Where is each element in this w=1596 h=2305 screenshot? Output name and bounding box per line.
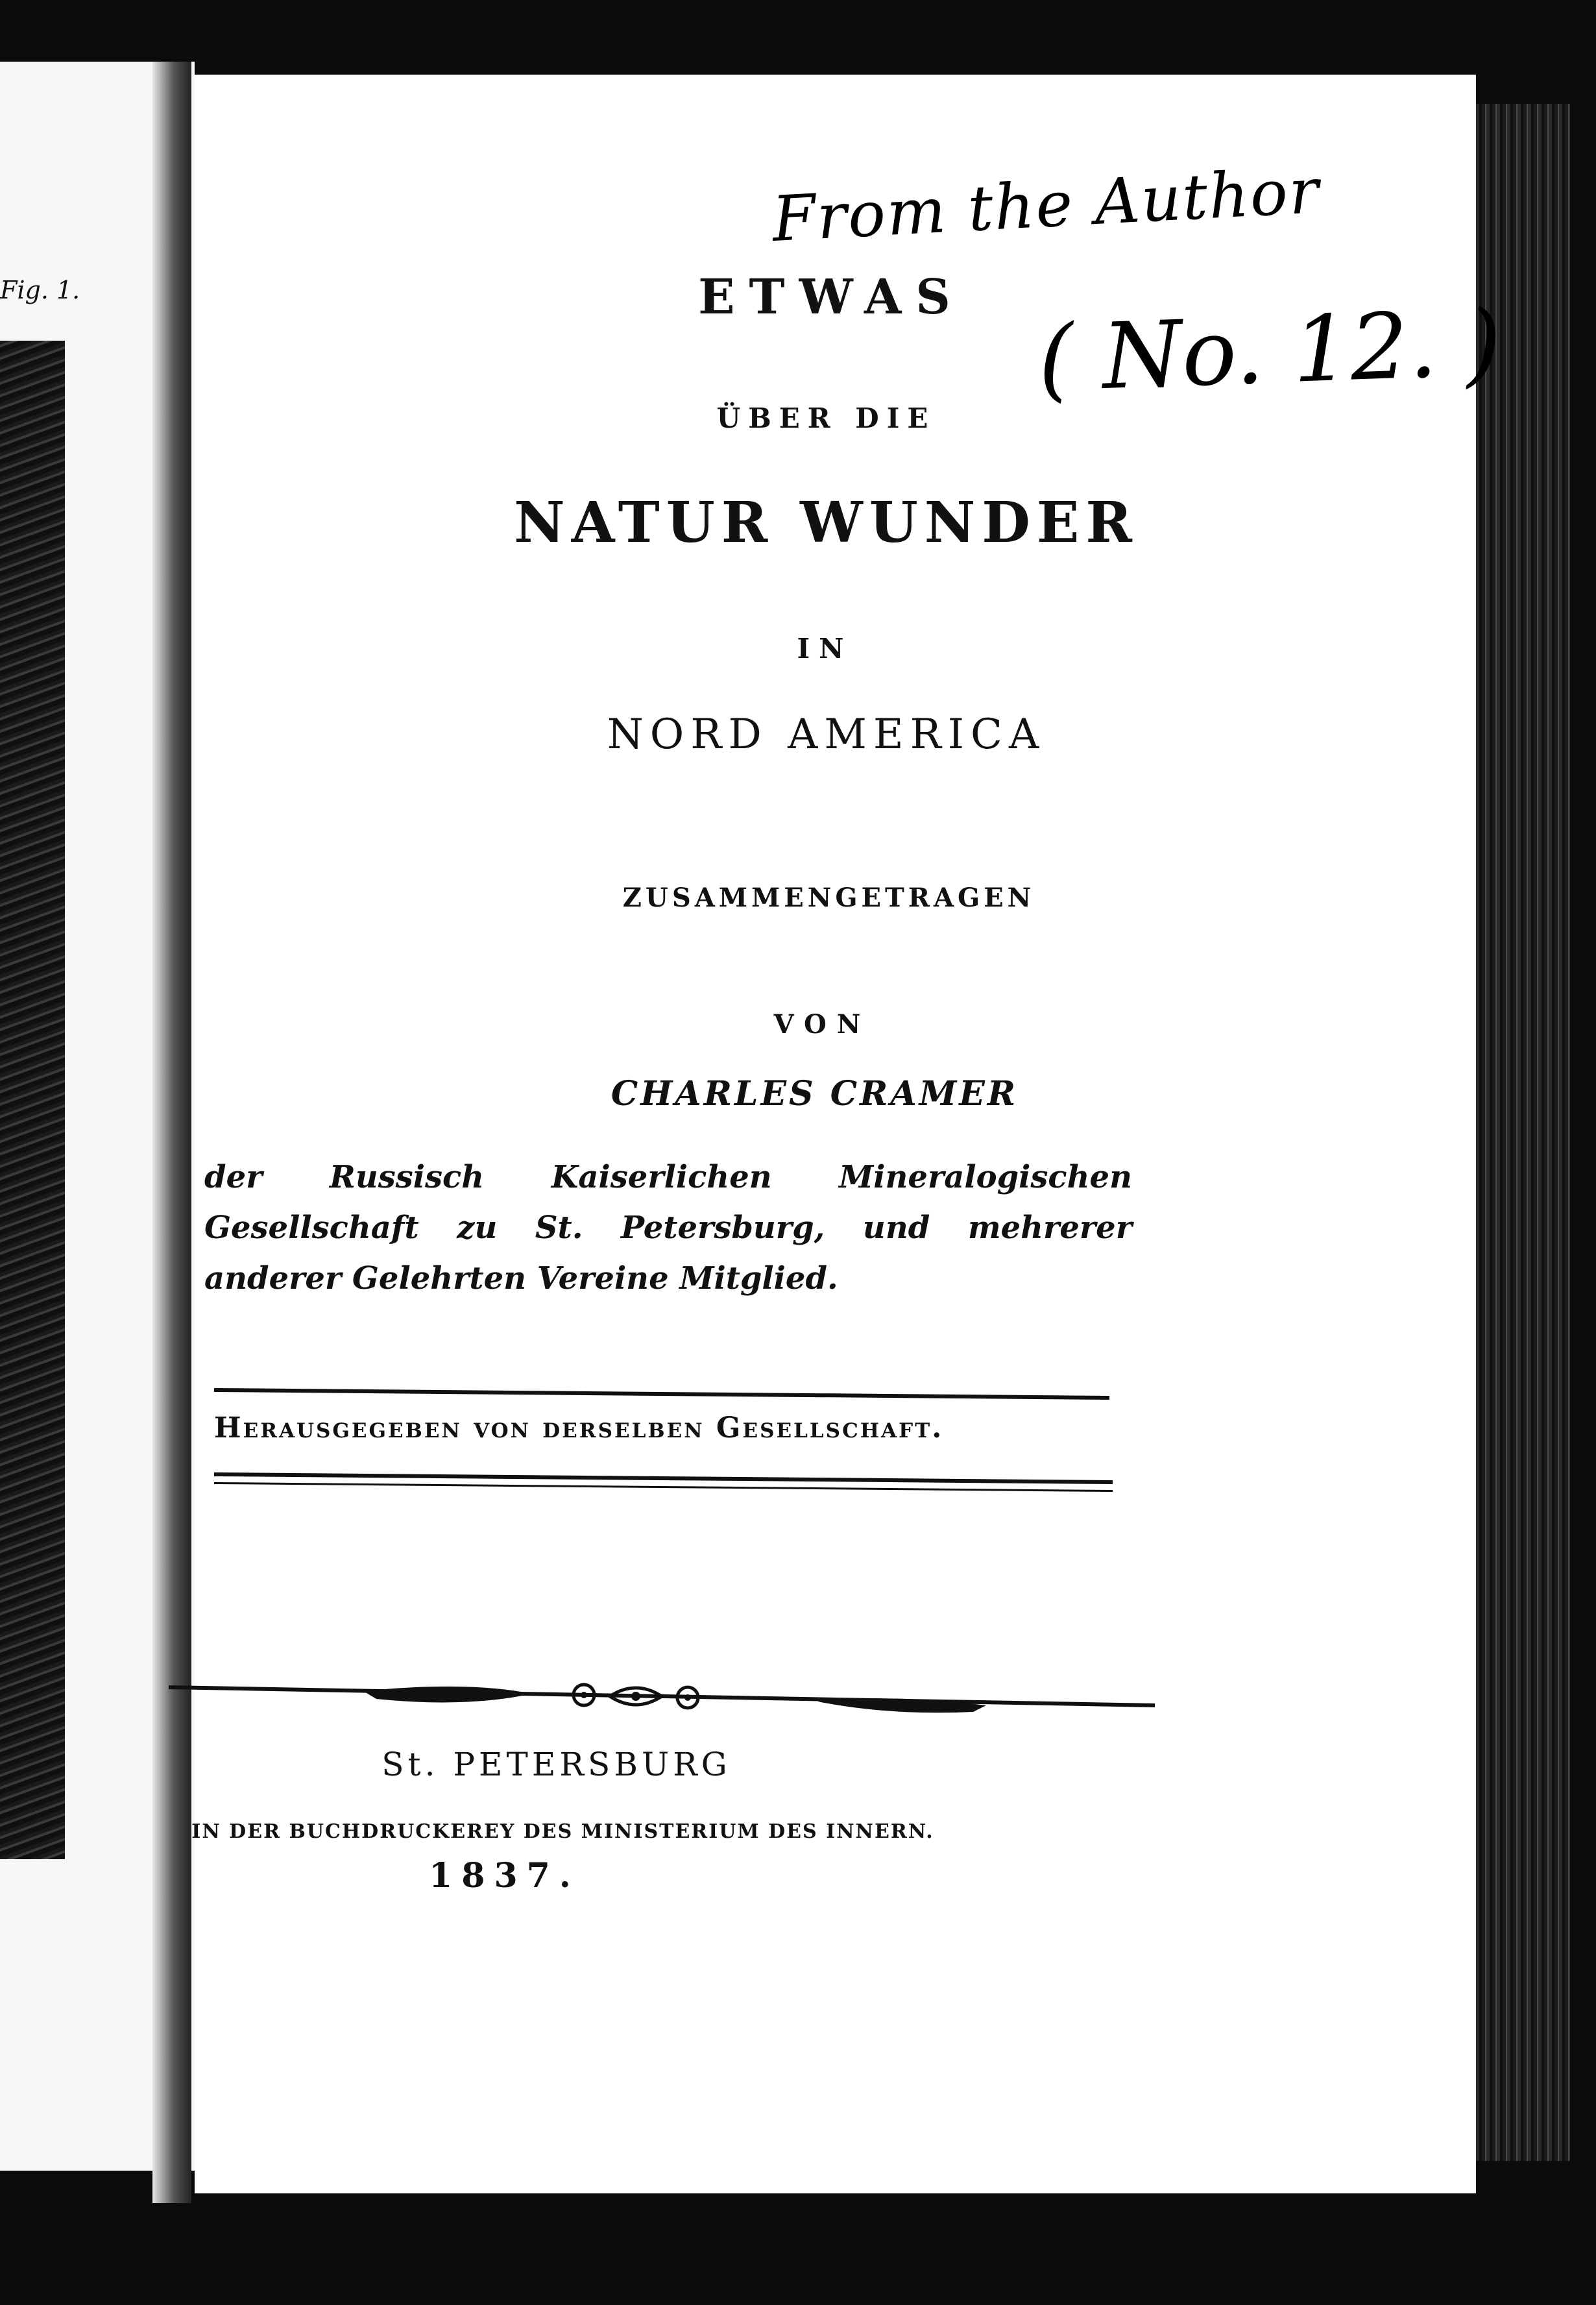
rule-top [214, 1388, 1109, 1400]
rule-bottom-thin [214, 1482, 1113, 1492]
handwritten-inscription: From the Author [770, 154, 1322, 256]
title-line-4: IN [797, 633, 853, 665]
engraved-plate [0, 341, 65, 1859]
title-page [191, 75, 1503, 2193]
ornament-divider [169, 1668, 1155, 1720]
title-line-1: ETWAS [698, 269, 965, 325]
title-line-2: ÜBER DIE [716, 402, 936, 434]
title-line-5: NORD AMERICA [607, 711, 1046, 759]
handwritten-shelfmark: ( No. 12. ) [1036, 290, 1503, 413]
by-label: VON [773, 1009, 871, 1040]
publication-year: 1837. [429, 1856, 580, 1896]
publisher-note: Herausgegeben von derselben Gesellschaft. [214, 1411, 944, 1445]
author-name: CHARLES CRAMER [611, 1074, 1019, 1114]
compiled-label: ZUSAMMENGETRAGEN [622, 883, 1035, 913]
place-of-publication: St. PETERSBURG [381, 1746, 731, 1783]
rule-bottom-thick [214, 1472, 1113, 1484]
printer-line: IN DER BUCHDRUCKEREY DES MINISTERIUM DES INNERN. [191, 1820, 934, 1843]
plate-label: Fig. 1. [0, 276, 80, 304]
author-affiliation: der Russisch Kaiserlichen Mineralogischen Gesellschaft zu St. Petersburg, und mehrerer anderer Gelehrten Vereine Mitglied. [204, 1159, 1132, 1297]
title-line-3: NATUR WUNDER [514, 490, 1139, 555]
